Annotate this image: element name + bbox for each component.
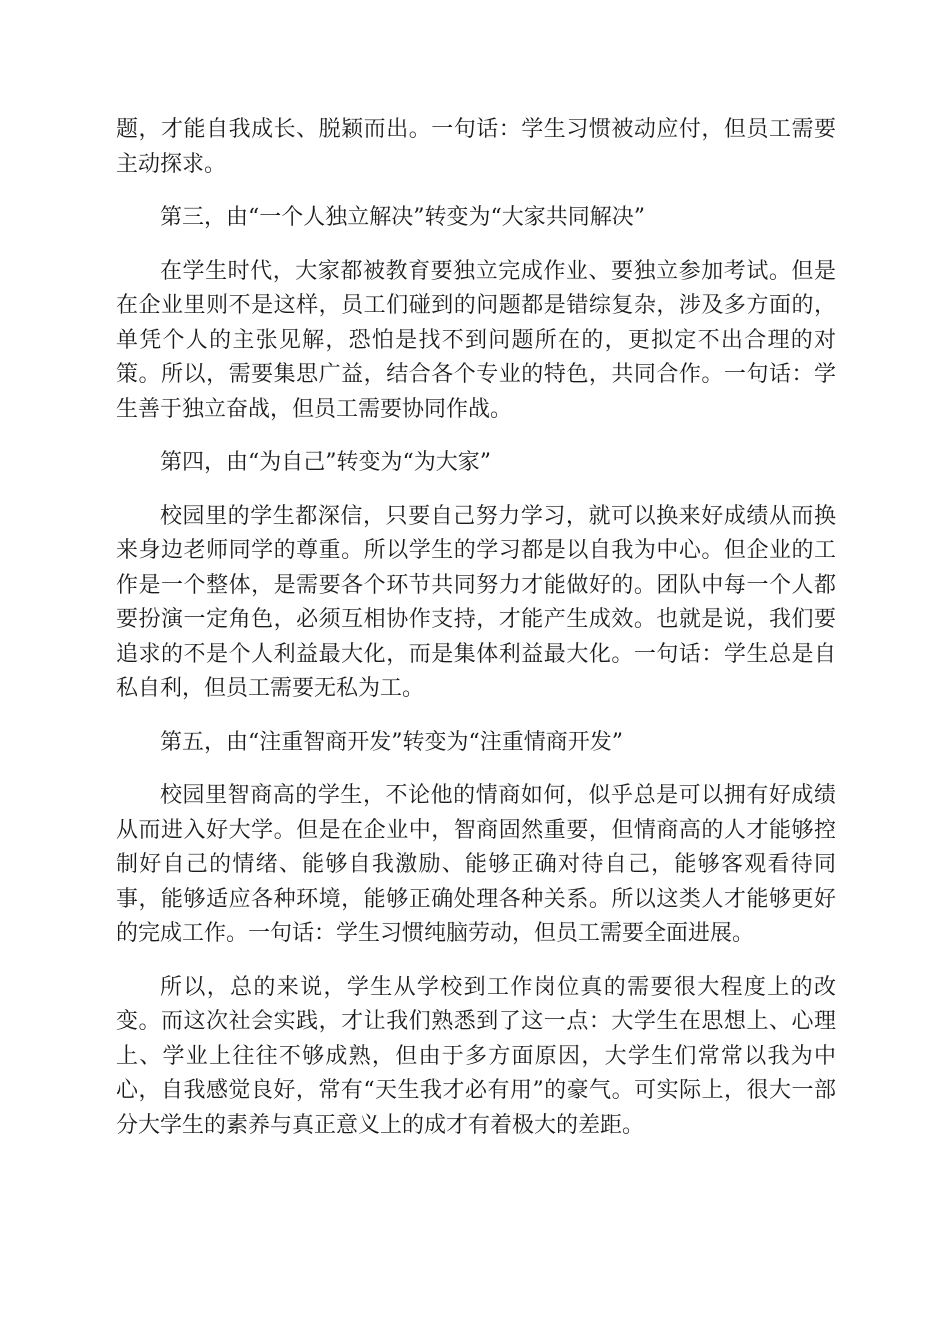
section-heading-fifth: 第五，由“注重智商开发”转变为“注重情商开发” xyxy=(160,729,623,755)
paragraph-continuation: 题，才能自我成长、脱颖而出。一句话：学生习惯被动应付，但员工需要主动探求。 xyxy=(116,117,836,177)
document-page xyxy=(116,113,836,1162)
paragraph-fourth: 校园里的学生都深信，只要自己努力学习，就可以换来好成绩从而换来身边老师同学的尊重。所以学生的学习都是以自我为中心。但企业的工作是一个整体，是需要各个环节共同努力才能做好的。团队中每一个人都要扮演一定角色，必须互相协作支持，才能产生成效。也就是说，我们要追求的不是个人利益最大化，而是集体利益最大化。一句话：学生总是自私自利，但员工需要无私为工。 xyxy=(116,503,836,701)
section-heading-third: 第三，由“一个人独立解决”转变为“大家共同解决” xyxy=(160,205,645,230)
paragraph-conclusion: 所以，总的来说，学生从学校到工作岗位真的需要很大程度上的改变。而这次社会实践，才让我们熟悉到了这一点：大学生在思想上、心理上、学业上往往不够成熟，但由于多方面原因，大学生们常常以我为中心，自我感觉良好，常有“天生我才必有用”的豪气。可实际上，很大一部分大学生的素养与真正意义上的成才有着极大的差距。 xyxy=(116,974,836,1138)
section-heading-fourth: 第四，由“为自己”转变为“为大家” xyxy=(160,450,491,475)
paragraph-fifth: 校园里智商高的学生，不论他的情商如何，似乎总是可以拥有好成绩从而进入好大学。但是在企业中，智商固然重要，但情商高的人才能够控制好自己的情绪、能够自我激励、能够正确对待自己，能够客观看待同事，能够适应各种环境，能够正确处理各种关系。所以这类人才能够更好的完成工作。一句话：学生习惯纯脑劳动，但员工需要全面进展。 xyxy=(116,783,836,946)
paragraph-third: 在学生时代，大家都被教育要独立完成作业、要独立参加考试。但是在企业里则不是这样，员工们碰到的问题都是错综复杂，涉及多方面的，单凭个人的主张见解，恐怕是找不到问题所在的，更拟定不出合理的对策。所以，需要集思广益，结合各个专业的特色，共同合作。一句话：学生善于独立奋战，但员工需要协同作战。 xyxy=(116,258,836,422)
